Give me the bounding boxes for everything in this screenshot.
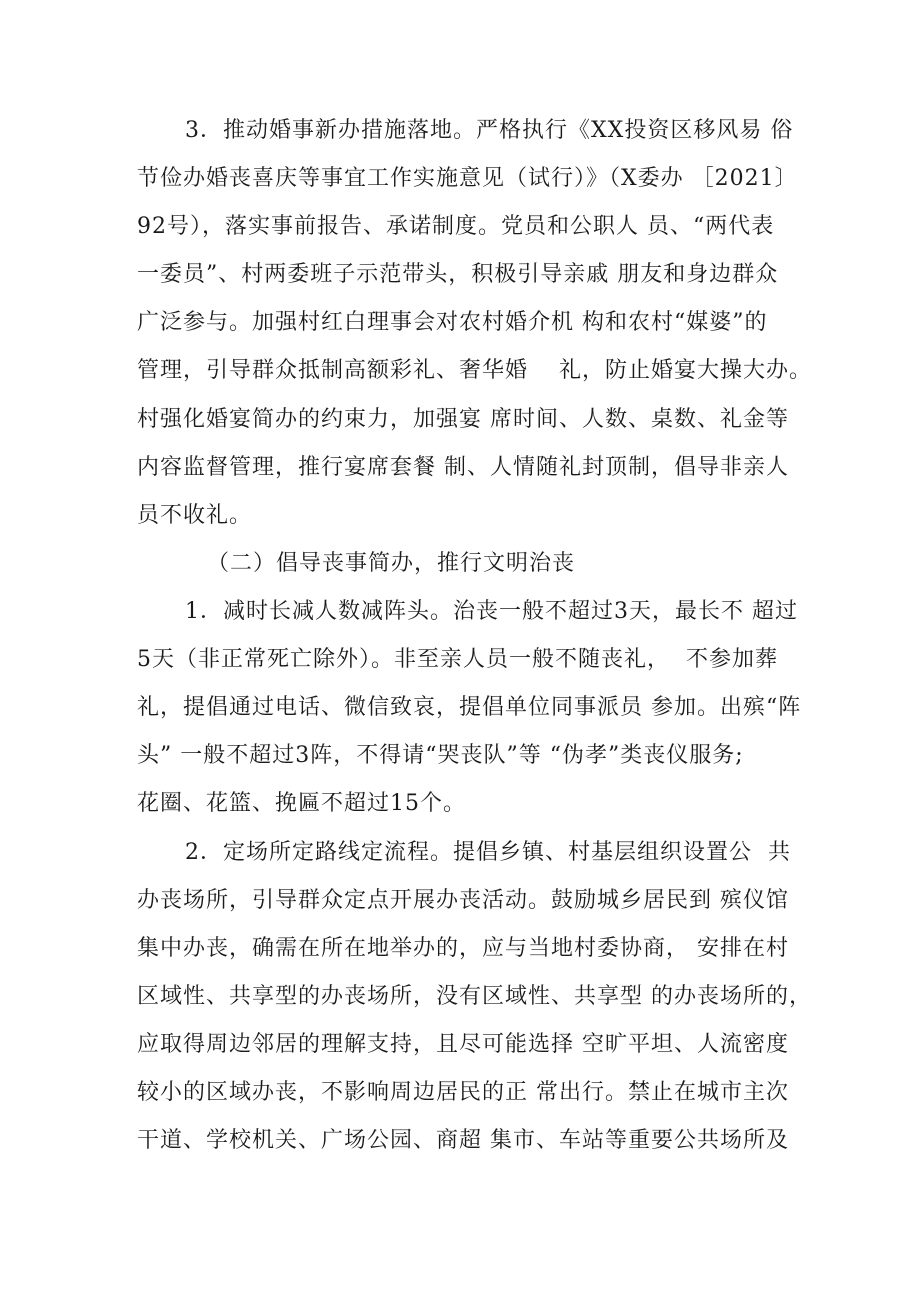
paragraph-line: 应取得周边邻居的理解支持，且尽可能选择 空旷平坦、人流密度 — [137, 1032, 789, 1057]
section-heading: （二）倡导丧事简办，推行文明治丧 — [207, 551, 576, 576]
paragraph-line: 内容监督管理，推行宴席套餐 制、人情随礼封顶制，倡导非亲人 — [137, 455, 789, 480]
paragraph-line: 花圈、花篮、挽匾不超过15个。 — [137, 791, 466, 816]
paragraph-line: 办丧场所，引导群众定点开展办丧活动。鼓励城乡居民到 殡仪馆 — [137, 888, 789, 913]
paragraph-line: 广泛参与。加强村红白理事会对农村婚介机 构和农村“媒婆”的 — [137, 310, 768, 335]
paragraph-line: 5天（非正常死亡除外）。非至亲人员一般不随丧礼， 不参加葬 — [137, 647, 778, 672]
paragraph-line: 头” 一般不超过3阵，不得请“哭丧队”等 “伪孝”类丧仪服务; — [137, 743, 744, 768]
paragraph-line: 一委员”、村两委班子示范带头，积极引导亲戚 朋友和身边群众 — [137, 262, 779, 287]
paragraph-line: 92号），落实事前报告、承诺制度。党员和公职人 员、“两代表 — [137, 214, 775, 239]
paragraph-line: 管理，引导群众抵制高额彩礼、奢华婚 礼，防止婚宴大操大办。 — [137, 358, 812, 383]
paragraph-line: 较小的区域办丧，不影响周边居民的正 常出行。禁止在城市主次 — [137, 1080, 789, 1105]
paragraph-line: 集中办丧，确需在所在地举办的，应与当地村委协商， 安排在村 — [137, 936, 789, 961]
paragraph-line: 干道、学校机关、广场公园、商超 集市、车站等重要公共场所及 — [137, 1128, 789, 1153]
paragraph-line: 村强化婚宴简办的约束力，加强宴 席时间、人数、桌数、礼金等 — [137, 407, 789, 432]
paragraph-line: 3．推动婚事新办措施落地。严格执行《XX投资区移风易 俗 — [185, 118, 794, 143]
paragraph-line: 员不收礼。 — [137, 503, 253, 528]
paragraph-line: 1．减时长减人数减阵头。治丧一般不超过3天，最长不 超过 — [185, 599, 798, 624]
paragraph-line: 礼，提倡通过电话、微信致哀，提倡单位同事派员 参加。出殡“阵 — [137, 695, 802, 720]
paragraph-line: 节俭办婚丧喜庆等事宜工作实施意见（试行）》（X委办 ［2021〕 — [137, 166, 798, 191]
paragraph-line: 区域性、共享型的办丧场所，没有区域性、共享型 的办丧场所的， — [137, 984, 812, 1009]
paragraph-line: 2．定场所定路线定流程。提倡乡镇、村基层组织设置公 共 — [185, 840, 791, 865]
